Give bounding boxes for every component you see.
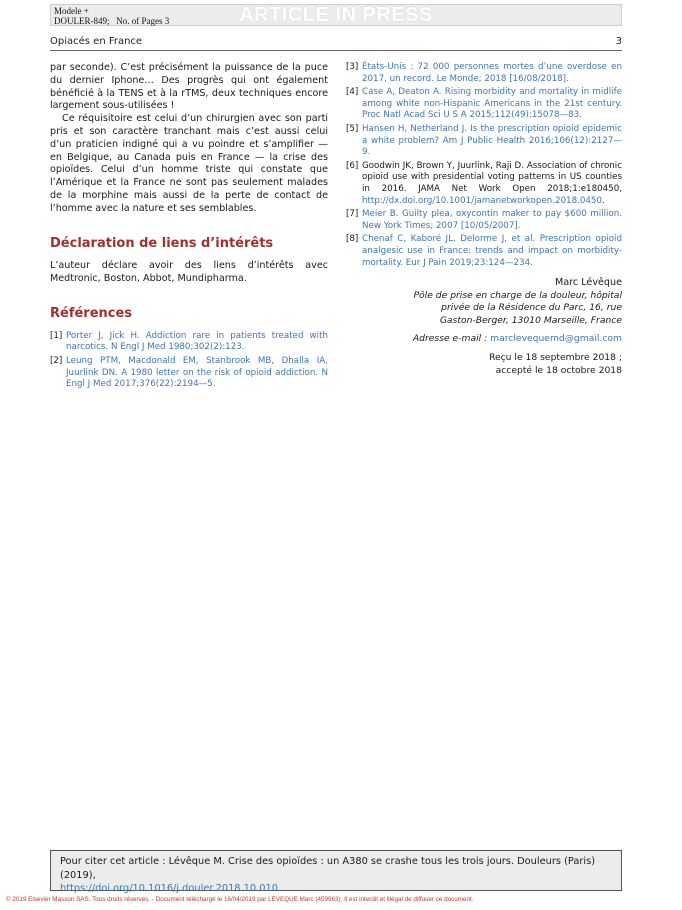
model-label: Modele + xyxy=(54,6,89,16)
email-label: Adresse e-mail : xyxy=(412,333,488,345)
affiliation-line-2: privée de la Résidence du Parc, 16, rue xyxy=(441,302,622,314)
reference-link[interactable]: Case A, Deaton A. Rising morbidity and mortality in midlife among white non-Hispanic Americans in the 21st century. Proc Natl Acad Sci U S A 2015;112(49):15078—83. xyxy=(362,87,622,121)
reference-tail: . xyxy=(601,195,605,206)
article-in-press-banner: ARTICLE IN PRESS xyxy=(239,4,433,26)
received-date: Reçu le 18 septembre 2018 ; xyxy=(488,352,622,364)
email-link[interactable]: marclevequemd@gmail.com xyxy=(490,333,622,345)
reference-item-2 xyxy=(50,356,328,391)
reference-link[interactable]: Chenaf C, Kaboré JL, Delorme J, et al. Prescription opioid analgesic use in France: trends and impact on morbidity-mortality. Eur J Pain 2019;23:124—234. xyxy=(362,234,622,268)
reference-item-8 xyxy=(346,234,622,269)
running-title: Opiacés en France xyxy=(50,36,143,47)
reference-link[interactable]: Porter J, Jick H. Addiction rare in patients treated with narcotics. N Engl J Med 1980;302(2):123. xyxy=(66,330,328,353)
reference-item-4 xyxy=(346,87,622,122)
running-head xyxy=(50,36,622,47)
article-in-press-header xyxy=(50,4,622,26)
reference-number: [8] xyxy=(346,234,359,245)
reference-link[interactable]: Leung PTM, Macdonald EM, Stanbrook MB, Dhalla IA, Juurlink DN. A 1980 letter on the risk of opioid addiction. N Engl J Med 2017;376(22):2194—5. xyxy=(66,355,328,390)
reference-doi-link[interactable]: http://dx.doi.org/10.1001/jamanetworkopen.2018.0450 xyxy=(362,195,602,206)
header-rule xyxy=(50,50,622,51)
reference-item-7 xyxy=(346,209,622,232)
right-column xyxy=(346,62,622,377)
email-line xyxy=(346,333,622,346)
affiliation-line-1: Pôle de prise en charge de la douleur, hôpital xyxy=(413,289,622,301)
author-signature xyxy=(346,277,622,377)
reference-number: [4] xyxy=(346,87,359,98)
reference-item-5 xyxy=(346,124,622,159)
body-paragraph-2: Ce réquisitoire est celui d’un chirurgien avec son parti pris et son caractère tranchant mais c’est aussi celui d’un praticien indigné qui a vu poindre et s’amplifier — en Belgique, au Canada puis en France — la crise des opioïdes. Celui d’un homme triste qui constate que l’Amérique et la France ne sont pas seulement malades de la morphine mais aussi de la perte de contact de l’homme avec la nature et ses semblables. xyxy=(50,113,328,214)
conflicts-heading: Déclaration de liens d’intérêts xyxy=(50,235,274,251)
reference-number: [7] xyxy=(346,209,359,220)
affiliation-line-3: Gaston-Berger, 13010 Marseille, France xyxy=(439,314,622,326)
pages-count: No. of Pages 3 xyxy=(116,16,170,26)
reference-number: [5] xyxy=(346,123,359,134)
author-name: Marc Lévêque xyxy=(555,277,622,289)
page-number: 3 xyxy=(615,36,622,47)
reference-number: [2] xyxy=(50,355,63,366)
journal-code: DOULER-849; xyxy=(54,16,110,26)
reference-link[interactable]: Hansen H, Netherland J. Is the prescription opioid epidemic a white problem? Am J Public Health 2016;106(12):2127—9. xyxy=(362,123,622,158)
reference-text: Goodwin JK, Brown Y, Juurlink, Raji D. Association of chronic opioid use with presidential voting patterns in US counties in 2016. JAMA Net Work Open 2018;1:e180450, xyxy=(362,160,622,194)
body-paragraph-1: par seconde). C’est précisément la puissance de la puce du dernier Iphone… Des progrès qui ont également bénéficié à la TENS et à la rTMS, deux techniques encore largement sous-utilisées ! xyxy=(50,62,328,112)
left-column xyxy=(50,62,328,393)
reference-number: [6] xyxy=(346,160,359,171)
citation-box xyxy=(50,850,622,894)
reference-item-6 xyxy=(346,161,622,207)
copyright-footer: © 2019 Elsevier Masson SAS. Tous droits réservés. - Document téléchargé le 16/04/2019 par LEVEQUE Marc (459963). Il est interdit et illégal de diffuser ce document. xyxy=(6,896,474,903)
reference-number: [3] xyxy=(346,62,359,72)
accepted-date: accepté le 18 octobre 2018 xyxy=(495,364,622,376)
reference-link[interactable]: Meier B. Guilty plea, oxycontin maker to pay $600 million. New York Times; 2007 [10/05/2007]. xyxy=(362,209,622,231)
conflicts-text: L’auteur déclare avoir des liens d’intérêts avec Medtronic, Boston, Abbot, Mundipharma. xyxy=(50,260,328,285)
citation-text: Pour citer cet article : Lévêque M. Crise des opioïdes : un A380 se crashe tous les trois jours. Douleurs (Paris) (2019), xyxy=(60,856,596,881)
reference-link[interactable]: États-Unis : 72 000 personnes mortes d’une overdose en 2017, un record. Le Monde; 2018 [16/08/2018]. xyxy=(362,62,622,84)
reference-item-1 xyxy=(50,331,328,354)
reference-number: [1] xyxy=(50,330,63,341)
reference-item-3 xyxy=(346,62,622,85)
references-heading: Références xyxy=(50,305,133,321)
citation-doi-link[interactable]: https://doi.org/10.1016/j.douler.2018.10.010 xyxy=(60,883,278,894)
